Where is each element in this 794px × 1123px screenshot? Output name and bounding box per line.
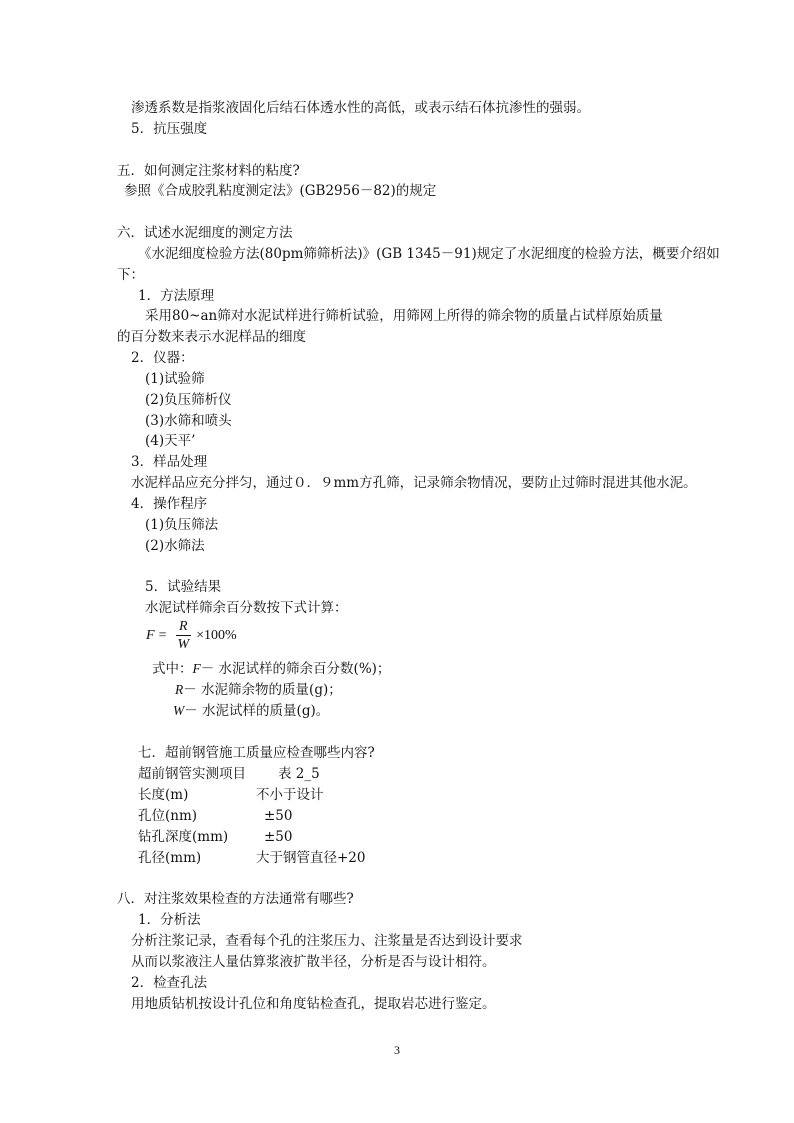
question-5-answer: 参照《合成胶乳粘度测定法》(GB2956－82)的规定 (124, 183, 437, 199)
symbol-F: F (192, 661, 201, 676)
symbol-W: W (173, 703, 185, 718)
symbol-dash: － (183, 682, 197, 698)
procedure-item: (1)负压筛法 (145, 517, 219, 533)
section-3-text: 水泥样品应充分拌匀，通过０．９mm方孔筛，记录筛余物情况，要防止过筛时混进其他水泥。 (131, 475, 697, 491)
formula-fraction (174, 618, 192, 653)
table-row-requirement: ±50 (264, 829, 293, 845)
table-caption: 超前钢管实测项目 (138, 766, 246, 782)
section-1-text: 采用80~an筛对水泥试样进行筛析试验，用筛网上所得的筛余物的质量占试样原始质量 (145, 308, 663, 324)
instrument-item: (3)水筛和喷头 (145, 413, 232, 429)
procedure-item: (2)水筛法 (145, 538, 205, 554)
formula-tail: ×100% (196, 627, 237, 643)
page-number: 3 (394, 1043, 400, 1057)
table-row-item: 长度(m) (138, 787, 189, 803)
item-compressive-strength: 5．抗压强度 (131, 121, 208, 137)
definition-R (175, 681, 342, 699)
method-1-title: 1．分析法 (138, 912, 201, 928)
table-number: 表 2_5 (278, 766, 320, 782)
section-1-title: 1．方法原理 (138, 288, 215, 304)
method-2-title: 2．检查孔法 (131, 975, 208, 991)
definition-W (173, 702, 329, 720)
section-1-text-cont: 的百分数来表示水泥样品的细度 (117, 329, 306, 345)
question-7-heading: 七．超前钢管施工质量应检查哪些内容? (138, 745, 375, 761)
question-8-heading: 八．对注浆效果检查的方法通常有哪些? (117, 891, 354, 907)
instrument-item: (4)天平’ (145, 433, 196, 449)
table-row-requirement: 不小于设计 (256, 787, 324, 803)
table-row-item: 孔径(mm) (138, 850, 202, 866)
where-label: 式中： (152, 661, 193, 677)
definition-F (152, 660, 390, 678)
question-5-heading: 五．如何测定注浆材料的粘度? (117, 163, 300, 179)
table-row-requirement: ±50 (264, 808, 293, 824)
formula-lhs: F (146, 627, 155, 643)
instrument-item: (2)负压筛析仪 (145, 392, 232, 408)
symbol-dash: － (184, 703, 198, 719)
section-5-title: 5．试验结果 (145, 579, 222, 595)
table-row-item: 孔位(nm) (138, 808, 198, 824)
question-6-heading: 六．试述水泥细度的测定方法 (117, 225, 293, 241)
formula-denominator: W (177, 637, 190, 652)
table-row-item: 钻孔深度(mm) (138, 829, 229, 845)
method-1-text: 分析注浆记录，查看每个孔的注浆压力、注浆量是否达到设计要求 (131, 933, 523, 949)
paragraph-permeability: 渗透系数是指浆液固化后结石体透水性的高低，或表示结石体抗渗性的强弱。 (131, 100, 590, 116)
question-6-intro-cont: 下： (117, 267, 144, 283)
section-2-title: 2．仪器： (131, 350, 194, 366)
instrument-item: (1)试验筛 (145, 371, 205, 387)
table-row-requirement: 大于钢管直径+20 (256, 850, 366, 866)
definition-F-text: 水泥试样的筛余百分数(%)； (218, 661, 391, 677)
definition-R-text: 水泥筛余物的质量(g)； (201, 682, 342, 698)
definition-W-text: 水泥试样的质量(g)。 (202, 703, 330, 719)
section-5-text: 水泥试样筛余百分数按下式计算： (145, 600, 348, 616)
symbol-R: R (175, 682, 184, 697)
sieve-residue-formula (146, 618, 237, 653)
formula-numerator: R (176, 618, 191, 636)
question-6-intro: 《水泥细度检验方法(80pm筛筛析法)》(GB 1345－91)规定了水泥细度的检验方法，概要介绍如 (138, 246, 720, 262)
section-4-title: 4．操作程序 (131, 496, 208, 512)
method-1-text-cont: 从而以浆液注人量估算浆液扩散半径，分析是否与设计相符。 (131, 954, 496, 970)
method-2-text: 用地质钻机按设计孔位和角度钻检查孔，提取岩芯进行鉴定。 (131, 996, 496, 1012)
formula-equals: = (158, 627, 167, 643)
symbol-dash: － (200, 661, 215, 677)
section-3-title: 3．样品处理 (131, 454, 208, 470)
